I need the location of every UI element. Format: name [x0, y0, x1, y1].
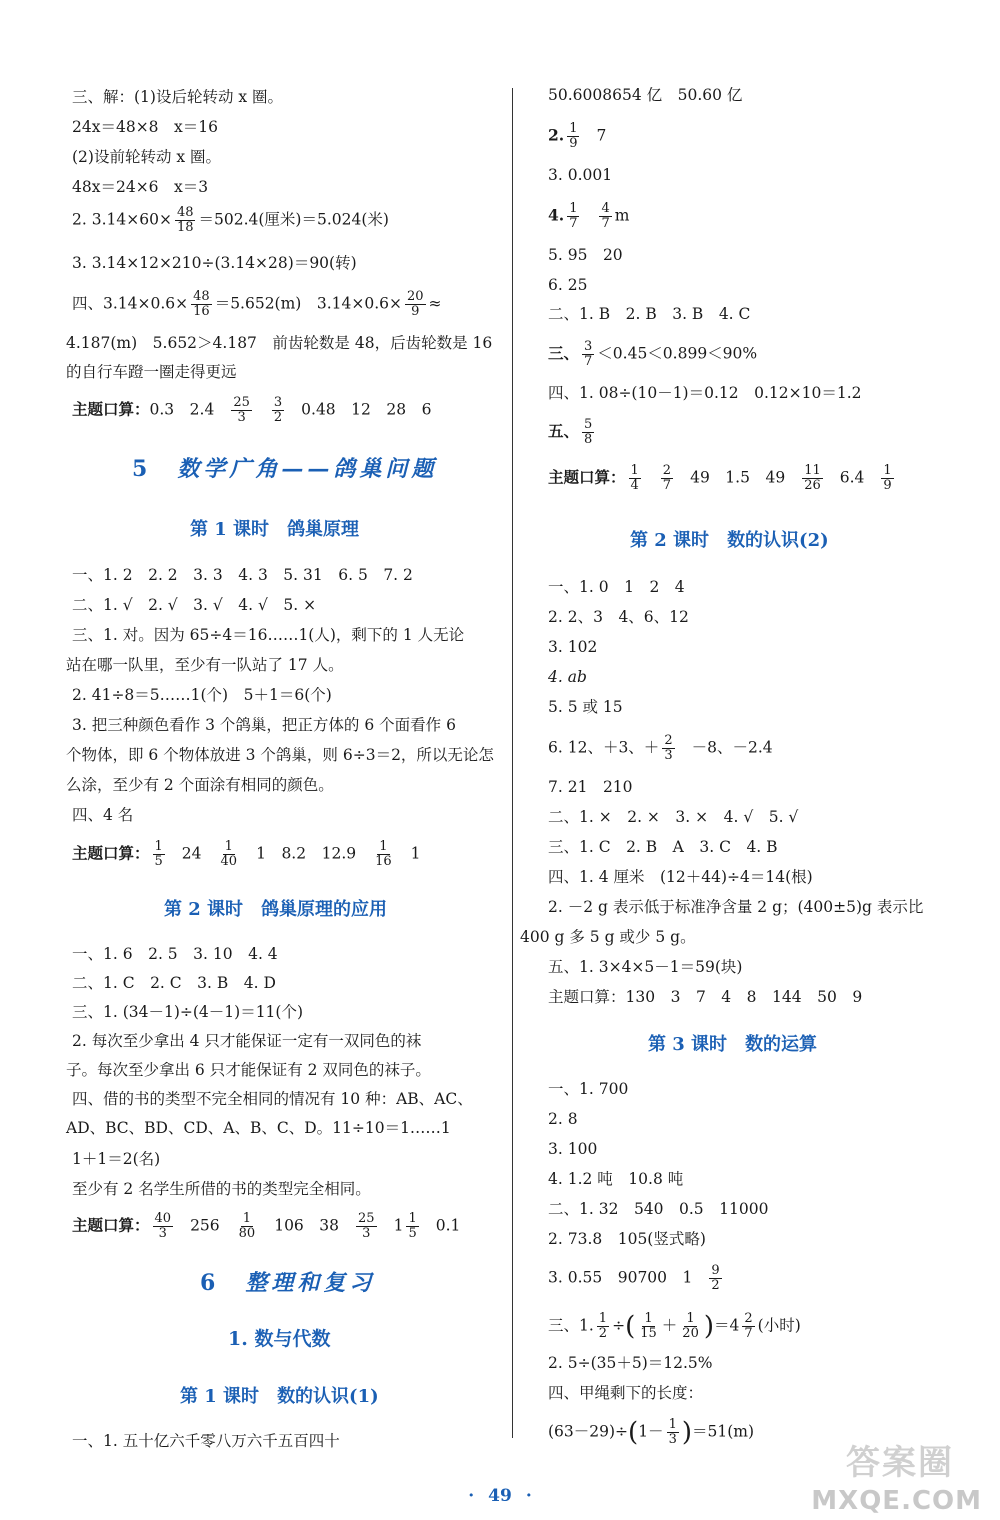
fraction: $\frac{1}{80}$ — [238, 1211, 256, 1241]
answer-line: 400 g 多 5 g 或少 5 g。 — [520, 928, 696, 946]
watermark-logo-text: 答案圈 — [846, 1443, 954, 1483]
fraction: $\frac{1}{9}$ — [569, 121, 578, 151]
answer-line: 50.6008654 亿 50.60 亿 — [548, 86, 743, 104]
answer-line: 3. 102 — [548, 638, 598, 656]
answer-line: 四、1. 08÷(10－1)＝0.12 0.12×10＝1.2 — [548, 384, 862, 402]
answer-line: AD、BC、BD、CD、A、B、C、D。11÷10＝1……1 — [66, 1119, 451, 1137]
answer-line: 一、1. 6 2. 5 3. 10 4. 4 — [72, 945, 278, 963]
fraction: $\frac{1}{9}$ — [883, 463, 892, 493]
fraction: $\frac{20}{9}$ — [407, 289, 424, 319]
fraction: $\frac{1}{2}$ — [598, 1311, 608, 1341]
answer-line: 6. 12、＋3、＋ $\frac{2}{3}$ －8、－2.4 — [548, 733, 773, 763]
answer-line: 2. 每次至少拿出 4 只才能保证一定有一双同色的袜 — [72, 1032, 422, 1050]
fraction: $\frac{48}{16}$ — [193, 289, 210, 319]
fraction: $\frac{2}{7}$ — [662, 463, 672, 493]
answer-line: 五、1. 3×4×5－1＝59(块) — [548, 958, 743, 976]
chapter-heading: 5 数学广角——鸽巢问题 — [132, 456, 438, 482]
answer-line: 2. 8 — [548, 1110, 578, 1128]
fraction: $\frac{1}{15}$ — [640, 1311, 657, 1341]
fraction: $\frac{2}{7}$ — [744, 1311, 753, 1341]
answer-line: 二、1. × 2. × 3. × 4. √ 5. √ — [548, 808, 799, 826]
answer-line: 6. 25 — [548, 276, 588, 294]
fraction: $\frac{9}{2}$ — [711, 1263, 720, 1293]
fraction: $\frac{11}{26}$ — [804, 463, 821, 493]
lesson-heading: 第 1 课时 数的认识(1) — [180, 1386, 379, 1407]
answer-line: 2. 5÷(35＋5)＝12.5% — [548, 1354, 713, 1372]
answer-line: 四、借的书的类型不完全相同的情况有 10 种：AB、AC、 — [72, 1090, 473, 1108]
fraction: $\frac{1}{4}$ — [630, 463, 639, 493]
answer-line: 一、1. 700 — [548, 1080, 629, 1098]
page-number: · 49 · — [468, 1486, 532, 1506]
mental-math-line: 主题口算： $\frac{40}{3}$ 256 $\frac{1}{80}$ 106 38 $\frac{25}{3}$ 1 $\frac{1}{5}$ 0.1 — [72, 1211, 461, 1241]
fraction: $\frac{5}{8}$ — [584, 417, 593, 447]
mental-math-line: 主题口算：130 3 7 4 8 144 50 9 — [548, 988, 863, 1006]
answer-line: 的自行车蹬一圈走得更远 — [66, 363, 237, 381]
answer-line: 个物体，即 6 个物体放进 3 个鸽巢，则 6÷3＝2，所以无论怎 — [66, 746, 494, 764]
fraction: $\frac{25}{3}$ — [233, 395, 250, 425]
fraction: $\frac{1}{40}$ — [220, 839, 238, 869]
answer-line: 5. 95 20 — [548, 246, 623, 264]
answer-line: 站在哪一队里，至少有一队站了 17 人。 — [66, 656, 344, 674]
answer-line: 4. ab — [548, 668, 587, 686]
answer-line: 3. 100 — [548, 1140, 598, 1158]
answer-line: 1＋1＝2(名) — [72, 1150, 161, 1168]
answer-line: (2)设前轮转动 x 圈。 — [72, 148, 222, 166]
answer-line: 二、1. B 2. B 3. B 4. C — [548, 305, 751, 323]
lesson-heading: 第 2 课时 数的认识(2) — [630, 530, 829, 551]
fraction: $\frac{2}{3}$ — [664, 733, 673, 763]
answer-line: 2. 41÷8＝5……1(个) 5＋1＝6(个) — [72, 686, 332, 704]
answer-line: 么涂，至少有 2 个面涂有相同的颜色。 — [66, 776, 334, 794]
answer-line: 2. $\frac{1}{9}$ 7 — [548, 121, 607, 151]
answer-line: 2. 3.14×60× $\frac{48}{18}$ ＝502.4(厘米)＝5.024(米) — [72, 205, 389, 235]
lesson-heading: 第 2 课时 鸽巢原理的应用 — [164, 899, 388, 920]
fraction: $\frac{1}{5}$ — [154, 839, 163, 869]
answer-line: 三、1. 对。因为 65÷4＝16……1(人)，剩下的 1 人无论 — [72, 626, 465, 644]
lesson-heading: 第 1 课时 鸽巢原理 — [190, 519, 360, 540]
fraction: $\frac{1}{20}$ — [682, 1311, 699, 1341]
fraction: $\frac{1}{5}$ — [408, 1211, 417, 1241]
mental-math-line: 主题口算：0.3 2.4 $\frac{25}{3}$ $\frac{3}{2}$ 0.48 12 28 6 — [72, 395, 432, 425]
answer-line: 三、解：(1)设后轮转动 x 圈。 — [72, 88, 284, 106]
fraction: $\frac{1}{7}$ — [569, 201, 578, 231]
fraction: $\frac{3}{2}$ — [273, 395, 283, 425]
answer-line: 三、1. (34－1)÷(4－1)＝11(个) — [72, 1003, 304, 1021]
watermark-url: MXQE.COM — [811, 1486, 982, 1516]
fraction: $\frac{1}{16}$ — [375, 839, 392, 869]
answer-line: 2. －2 g 表示低于标准净含量 2 g；(400±5)g 表示比 — [548, 898, 924, 916]
answer-line: 三、1. $\frac{1}{2}$ ÷( $\frac{1}{15}$ ＋ $\frac{1}{20}$ )＝4 $\frac{2}{7}$ (小时) — [548, 1311, 801, 1342]
answer-line: 一、1. 五十亿六千零八万六千五百四十 — [72, 1432, 340, 1450]
answer-line: 子。每次至少拿出 6 只才能保证有 2 双同色的袜子。 — [66, 1061, 431, 1079]
answer-line: 3. 0.55 90700 1 $\frac{9}{2}$ — [548, 1263, 720, 1293]
lesson-heading: 第 3 课时 数的运算 — [648, 1034, 818, 1055]
answer-line: 四、1. 4 厘米 (12＋44)÷4＝14(根) — [548, 868, 813, 886]
answer-line: 48x＝24×6 x＝3 — [72, 178, 209, 196]
answer-line: 4.187(m) 5.652＞4.187 前齿轮数是 48，后齿轮数是 16 — [66, 334, 493, 352]
answer-line: 一、1. 0 1 2 4 — [548, 578, 685, 596]
answer-line: 7. 21 210 — [548, 778, 633, 796]
answer-line: 二、1. √ 2. √ 3. √ 4. √ 5. × — [72, 596, 317, 614]
answer-line: 3. 3.14×12×210÷(3.14×28)＝90(转) — [72, 254, 357, 272]
answer-line: 四、3.14×0.6× $\frac{48}{16}$ ＝5.652(m) 3.14×0.6× $\frac{20}{9}$ ≈ — [72, 289, 442, 319]
answer-line: (63－29)÷(1－ $\frac{1}{3}$ )＝51(m) — [548, 1417, 755, 1448]
chapter-heading: 6 整理和复习 — [200, 1270, 376, 1296]
answer-line: 3. 0.001 — [548, 166, 613, 184]
answer-line: 至少有 2 名学生所借的书的类型完全相同。 — [72, 1180, 371, 1198]
answer-line: 二、1. C 2. C 3. B 4. D — [72, 974, 276, 992]
mental-math-line: 主题口算： $\frac{1}{4}$ $\frac{2}{7}$ 49 1.5 49 $\frac{11}{26}$ 6.4 $\frac{1}{9}$ — [548, 463, 892, 493]
answer-line: 三、1. C 2. B A 3. C 4. B — [548, 838, 778, 856]
answer-line: 四、4 名 — [72, 806, 134, 824]
mental-math-line: 主题口算： $\frac{1}{5}$ 24 $\frac{1}{40}$ 1 8.2 12.9 $\frac{1}{16}$ 1 — [72, 839, 421, 869]
section-heading: 1. 数与代数 — [228, 1328, 331, 1350]
fraction: $\frac{3}{7}$ — [584, 339, 593, 369]
fraction: $\frac{4}{7}$ — [601, 201, 610, 231]
column-divider — [512, 88, 513, 1438]
answer-line: 4. 1.2 吨 10.8 吨 — [548, 1170, 684, 1188]
fraction: $\frac{1}{3}$ — [668, 1417, 677, 1447]
answer-line: 2. 2、3 4、6、12 — [548, 608, 689, 626]
fraction: $\frac{48}{18}$ — [176, 205, 194, 235]
answer-line: 五、 $\frac{5}{8}$ — [548, 417, 593, 447]
answer-line: 四、甲绳剩下的长度： — [548, 1384, 704, 1402]
answer-line: 5. 5 或 15 — [548, 698, 623, 716]
answer-line: 2. 73.8 105(竖式略) — [548, 1230, 706, 1248]
answer-line: 二、1. 32 540 0.5 11000 — [548, 1200, 769, 1218]
answer-line: 3. 把三种颜色看作 3 个鸽巢，把正方体的 6 个面看作 6 — [72, 716, 456, 734]
answer-line: 三、 $\frac{3}{7}$ ＜0.45＜0.899＜90% — [548, 339, 758, 369]
answer-line: 4. $\frac{1}{7}$ $\frac{4}{7}$ m — [548, 201, 630, 231]
answer-line: 24x＝48×8 x＝16 — [72, 118, 219, 136]
fraction: $\frac{40}{3}$ — [154, 1211, 172, 1241]
fraction: $\frac{25}{3}$ — [358, 1211, 375, 1241]
answer-line: 一、1. 2 2. 2 3. 3 4. 3 5. 31 6. 5 7. 2 — [72, 566, 413, 584]
